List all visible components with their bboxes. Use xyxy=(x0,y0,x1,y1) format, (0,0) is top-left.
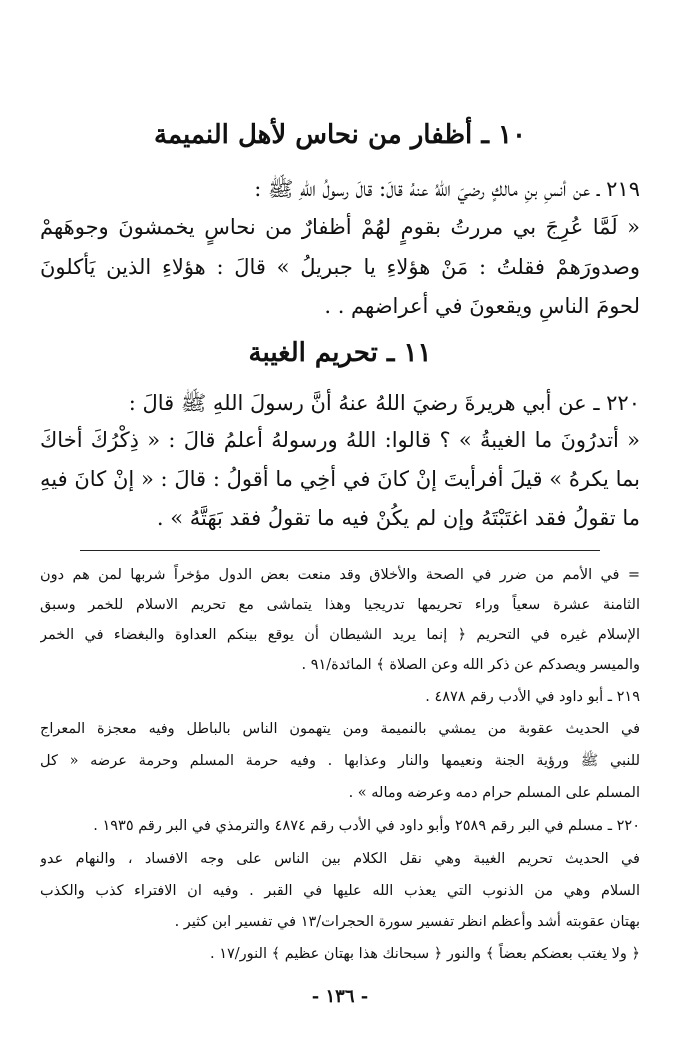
hadith-219-line-1: ٢١٩ ـ عن أنسِ بنِ مالكٍ رضيَ اللهُ عنهُ قالَ: قالَ رسولُ اللهِ ﷺ : xyxy=(254,177,640,201)
hadith-219-line-3: وصدورَهمْ فقلتُ : مَنْ هؤلاءِ يا جبريلُ » قالَ : هؤلاءِ الذين يَأكلونَ xyxy=(40,255,640,279)
footnote-line: بهتان عقوبته أشد وأعظم انظر تفسير سورة الحجرات/١٣ في تفسير ابن كثير . xyxy=(174,914,640,930)
footnote-line: في الحديث عقوبة من يمشي بالنميمة ومن يتهمون الناس بالباطل وفيه معجزة المعراج xyxy=(40,721,640,737)
footnote-line: المسلم على المسلم حرام دمه وعرضه وماله » . xyxy=(348,785,640,801)
hadith-220-line-2: « أتدرُونَ ما الغيبةُ » ؟ قالوا: اللهُ ورسولهُ أعلمُ قالَ : « ذِكْرُكَ أخاكَ xyxy=(40,428,640,452)
footnote-line: في الحديث تحريم الغيبة وهي نقل الكلام بين الناس على وجه الافساد ، والنهام عدو xyxy=(40,851,640,867)
footnote-divider xyxy=(80,550,600,551)
footnote-line: للنبي ﷺ ورؤية الجنة ونعيمها والنار وعذابها . وفيه حرمة المسلم وحرمة عرضه « كل xyxy=(40,753,640,769)
footnote-line: السلام وهي من الذنوب التي يعذب الله عليها في القبر . وفيه ان الافتراء كذب والكذب xyxy=(40,883,640,899)
hadith-219-line-2: « لَمَّا عُرِجَ بي مررتُ بقومٍ لهُمْ أظفارٌ من نحاسٍ يخمشونَ وجوهَهمْ xyxy=(40,215,640,239)
footnote-line: ﴿ ولا يغتب بعضكم بعضاً ﴾ والنور ﴿ سبحانك هذا بهتان عظيم ﴾ النور/١٧ . xyxy=(210,946,640,962)
footnote-ref-220: ٢٢٠ ـ مسلم في البر رقم ٢٥٨٩ وأبو داود في الأدب رقم ٤٨٧٤ والترمذي في البر رقم ١٩٣٥ . xyxy=(93,818,640,834)
section-title-11: ١١ ـ تحريم الغيبة xyxy=(248,338,432,368)
hadith-219-line-4: لحومَ الناسِ ويقعونَ في أعراضهم . . xyxy=(324,294,640,318)
section-title-10: ١٠ ـ أظفار من نحاس لأهل النميمة xyxy=(154,120,526,150)
footnote-line: = في الأمم من ضرر في الصحة والأخلاق وقد منعت بعض الدول مؤخراً شربها لمن هم دون xyxy=(40,567,640,583)
footnote-line: الثامنة عشرة سعياً وراء تحريمها تدريجيا وهذا يتماشى مع تحريم الاسلام للخمر وسبق xyxy=(40,597,640,613)
hadith-220-line-3: بما يكرهُ » قيلَ أفرأيتَ إنْ كانَ في أخِي ما أقولُ : قالَ : « إنْ كانَ فيهِ xyxy=(40,467,640,491)
footnote-line: الإسلام غيره في التحريم ﴿ إنما يريد الشيطان أن يوقع بينكم العداوة والبغضاء في الخمر xyxy=(40,627,640,643)
footnote-ref-219: ٢١٩ ـ أبو داود في الأدب رقم ٤٨٧٨ . xyxy=(425,689,640,705)
hadith-220-line-4: ما تقولُ فقد اغتَبْتَهُ وإن لم يكُنْ فيه ما تقولُ فقد بَهَتَّهُ » . xyxy=(156,506,640,530)
page-number: - ١٣٦ - xyxy=(311,986,369,1007)
hadith-220-line-1: ٢٢٠ ـ عن أبي هريرةَ رضيَ اللهُ عنهُ أنَّ رسولَ اللهِ ﷺ قالَ : xyxy=(128,391,640,415)
footnote-line: والميسر ويصدكم عن ذكر الله وعن الصلاة ﴾ المائدة/٩١ . xyxy=(301,657,640,673)
